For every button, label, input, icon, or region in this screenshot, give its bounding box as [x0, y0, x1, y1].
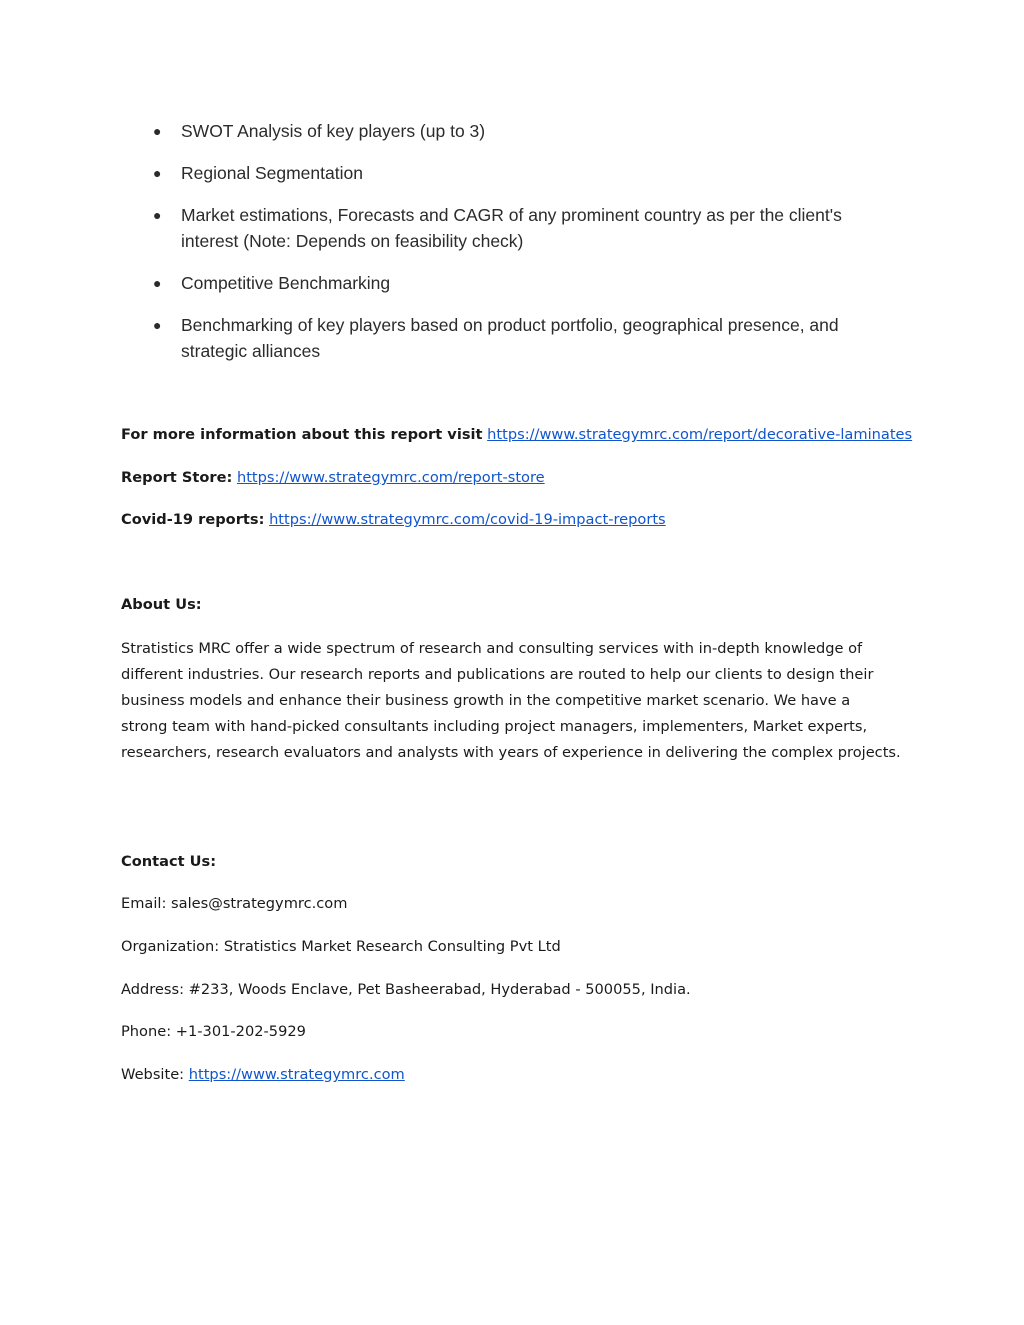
about-paragraph: Stratistics MRC offer a wide spectrum of research and consulting services with in-depth knowledge of different industries. Our research reports and publications are routed to help our clients to design their business models and enhance their business growth in the competitive market scenario. We have a strong team with hand-picked consultants including project managers, implementers, Market experts, researchers, research evaluators and analysts with years of experience in delivering the complex projects.: [121, 640, 901, 761]
bullet-dot-icon: ●: [153, 207, 162, 223]
bullet-item: [0, 312, 1024, 364]
website-label: Website:: [121, 1066, 185, 1083]
bullet-item: [0, 270, 1024, 296]
bullet-text: Market estimations, Forecasts and CAGR of any prominent country as per the client's interest (Note: Depends on feasibility check): [181, 205, 842, 251]
report-link[interactable]: https://www.strategymrc.com/report/decorative-laminates: [487, 426, 913, 443]
about-heading: About Us:: [121, 596, 202, 613]
bullet-text: Competitive Benchmarking: [181, 273, 391, 293]
covid-reports-line: [121, 511, 666, 528]
report-store-label: Report Store:: [121, 469, 233, 486]
website-link[interactable]: https://www.strategymrc.com: [188, 1066, 405, 1083]
bullet-text: Regional Segmentation: [181, 163, 363, 183]
contact-phone: Phone: +1-301-202-5929: [121, 1023, 306, 1040]
contact-email: Email: sales@strategymrc.com: [121, 895, 348, 912]
contact-address: Address: #233, Woods Enclave, Pet Basheerabad, Hyderabad - 500055, India.: [121, 981, 691, 998]
bullet-item: [0, 160, 1024, 186]
bullet-item: [0, 118, 1024, 144]
covid-reports-link[interactable]: https://www.strategymrc.com/covid-19-impact-reports: [269, 511, 666, 528]
more-info-line: [121, 426, 912, 443]
bullet-item: [0, 202, 1024, 254]
contact-heading: Contact Us:: [121, 853, 217, 870]
feature-bullet-list: [0, 118, 1024, 380]
report-store-line: [121, 469, 545, 486]
bullet-dot-icon: ●: [153, 165, 162, 181]
bullet-dot-icon: ●: [153, 275, 162, 291]
more-info-label: For more information about this report visit: [121, 426, 483, 443]
bullet-dot-icon: ●: [153, 317, 162, 333]
report-store-link[interactable]: https://www.strategymrc.com/report-store: [236, 469, 545, 486]
bullet-text: Benchmarking of key players based on product portfolio, geographical presence, and strategic alliances: [181, 315, 839, 361]
contact-website-line: [121, 1066, 405, 1083]
bullet-dot-icon: ●: [153, 123, 162, 139]
contact-organization: Organization: Stratistics Market Research Consulting Pvt Ltd: [121, 938, 561, 955]
covid-reports-label: Covid-19 reports:: [121, 511, 265, 528]
bullet-text: SWOT Analysis of key players (up to 3): [181, 121, 486, 141]
